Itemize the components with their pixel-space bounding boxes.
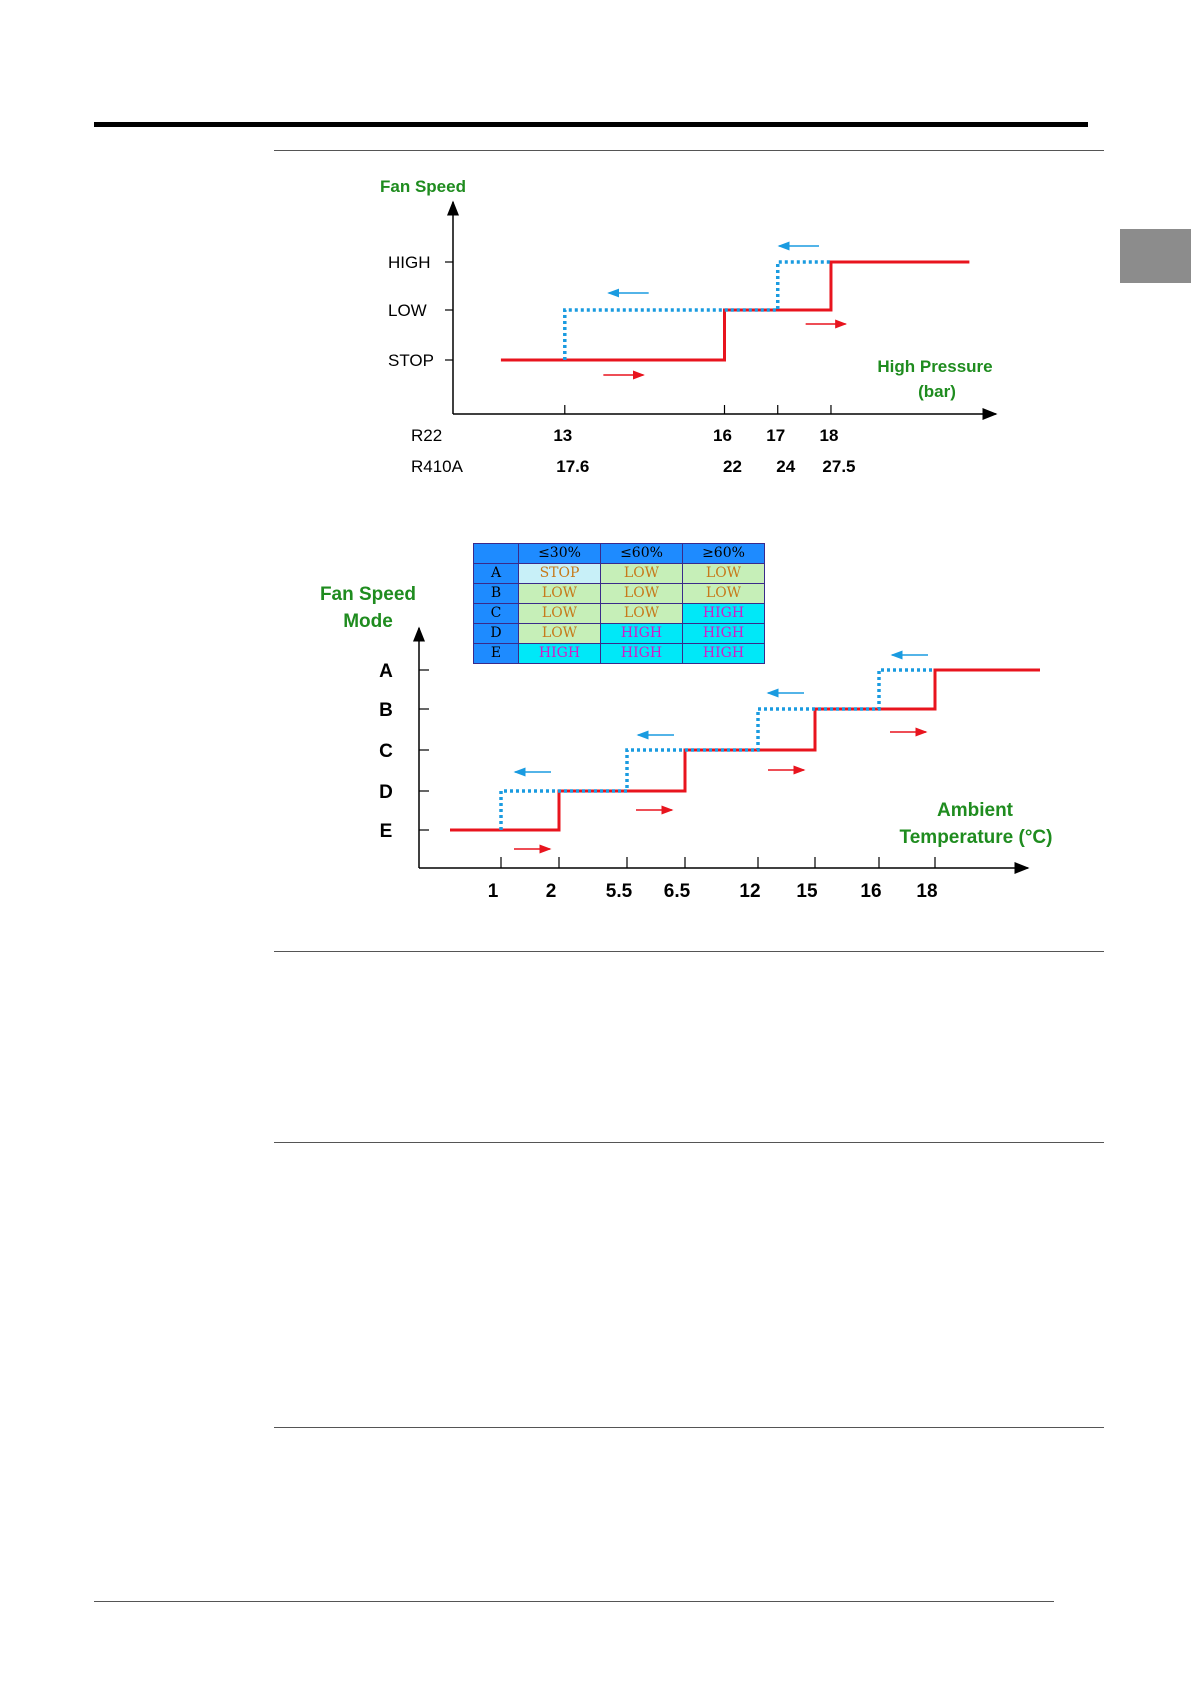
table-row <box>474 564 765 584</box>
table-cell: HIGH <box>519 644 601 664</box>
y-level-label: B <box>379 700 393 721</box>
x-tick-label: 15 <box>796 881 818 902</box>
y-axis-title-line-2: Mode <box>343 611 393 632</box>
column-header: ≥60% <box>683 544 765 564</box>
x-tick-label: 16 <box>860 881 882 902</box>
table-row <box>474 624 765 644</box>
y-axis-title: Fan Speed <box>380 177 466 196</box>
x-tick-label-r22: 17 <box>766 426 786 445</box>
table-cell: STOP <box>519 564 601 584</box>
table-cell: HIGH <box>601 624 683 644</box>
table-cell: HIGH <box>683 624 765 644</box>
row-header: A <box>474 564 519 584</box>
y-level-label: LOW <box>388 301 427 320</box>
row-header: B <box>474 584 519 604</box>
x-tick-label: 2 <box>545 881 557 902</box>
x-tick-label: 12 <box>739 881 761 902</box>
refrigerant-label-r22: R22 <box>411 426 443 445</box>
table-row <box>474 644 765 664</box>
section-divider-4 <box>274 1427 1104 1428</box>
x-axis-title-line-1: Ambient <box>937 800 1013 821</box>
section-divider-2 <box>274 951 1104 952</box>
table-cell: HIGH <box>683 644 765 664</box>
x-tick-label-r410a: 27.5 <box>822 457 856 476</box>
y-axis-title-line-1: Fan Speed <box>319 584 417 605</box>
x-tick-label-r410a: 17.6 <box>556 457 590 476</box>
table-cell: LOW <box>683 564 765 584</box>
section-divider-3 <box>274 1142 1104 1143</box>
table-cell: LOW <box>601 584 683 604</box>
table-row <box>474 604 765 624</box>
table-row <box>474 584 765 604</box>
table-header-row <box>474 544 765 564</box>
x-tick-label: 1 <box>487 881 499 902</box>
table-cell: LOW <box>519 624 601 644</box>
footer-rule <box>94 1601 1054 1602</box>
x-tick-label: 18 <box>916 881 938 902</box>
table-cell: LOW <box>519 584 601 604</box>
x-tick-label: 5.5 <box>605 881 633 902</box>
x-axis-title-line-2: (bar) <box>918 382 956 401</box>
column-header: ≤60% <box>601 544 683 564</box>
y-level-label: A <box>379 661 393 682</box>
x-tick-label-r22: 13 <box>553 426 573 445</box>
x-tick-label-r410a: 24 <box>776 457 796 476</box>
row-header: E <box>474 644 519 664</box>
x-tick-label-r22: 16 <box>713 426 732 445</box>
fan-speed-pressure-chart <box>0 0 1191 500</box>
table-cell: LOW <box>519 604 601 624</box>
x-tick-label-r22: 18 <box>819 426 839 445</box>
table-cell: HIGH <box>683 604 765 624</box>
column-header: ≤30% <box>519 544 601 564</box>
series-decreasing-line <box>501 670 935 830</box>
x-tick-label: 6.5 <box>663 881 691 902</box>
row-header: D <box>474 624 519 644</box>
y-level-label: HIGH <box>388 253 431 272</box>
y-level-label: C <box>379 741 393 762</box>
x-axis-title-line-2: Temperature (°C) <box>899 827 1053 848</box>
table-corner <box>474 544 519 564</box>
table-cell: LOW <box>601 564 683 584</box>
x-axis-title-line-1: High Pressure <box>877 357 993 376</box>
row-header: C <box>474 604 519 624</box>
y-level-label: STOP <box>388 351 434 370</box>
table-cell: LOW <box>683 584 765 604</box>
y-level-label: D <box>379 782 393 803</box>
fan-mode-table <box>473 543 765 664</box>
y-level-label: E <box>379 821 393 842</box>
refrigerant-label-r410a: R410A <box>411 457 463 476</box>
table-cell: LOW <box>601 604 683 624</box>
table-cell: HIGH <box>601 644 683 664</box>
x-tick-label-r410a: 22 <box>723 457 742 476</box>
